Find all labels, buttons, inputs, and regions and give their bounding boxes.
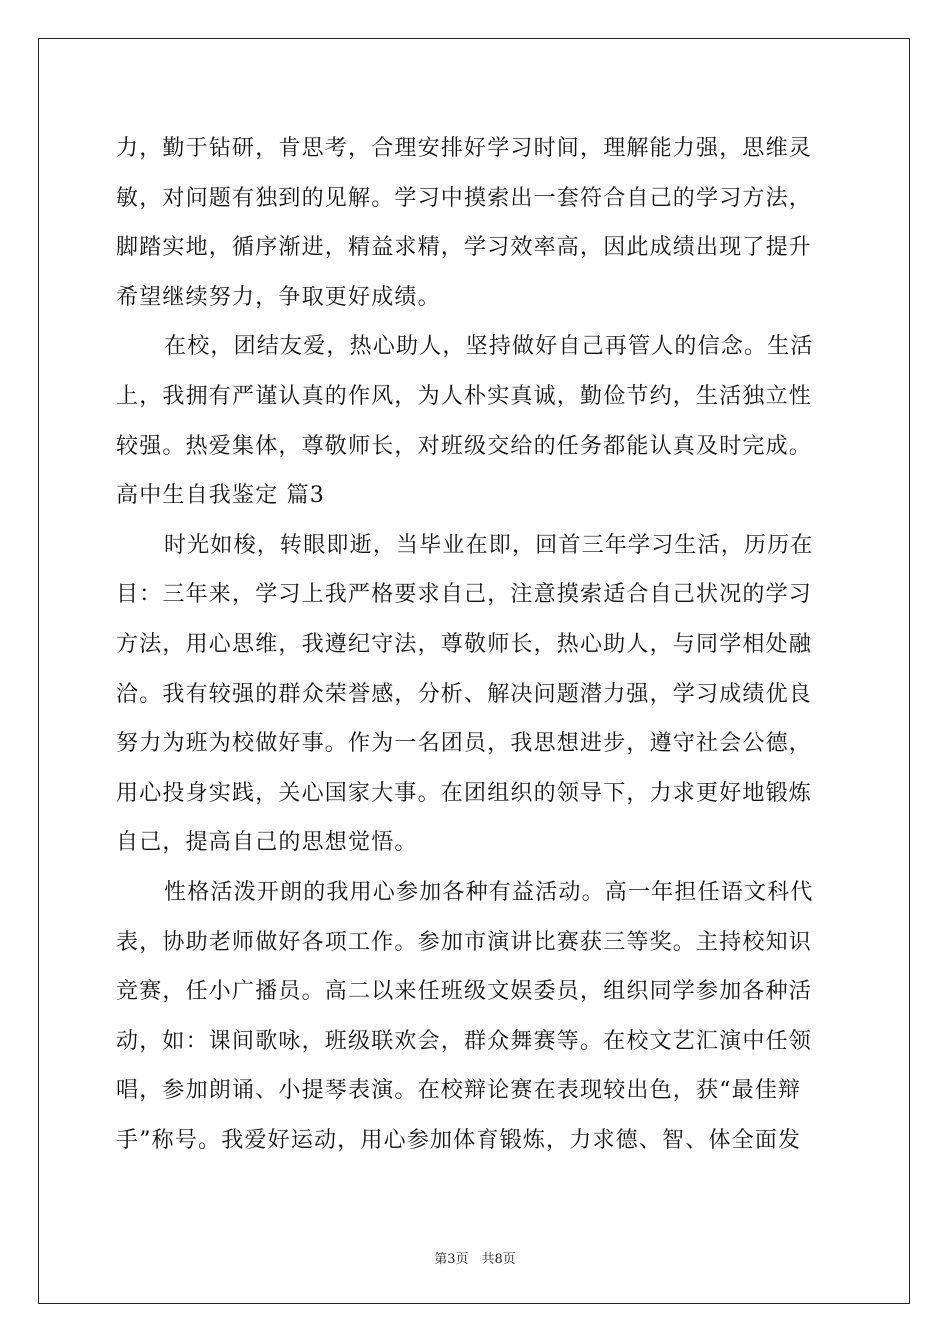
text-line: 在校，团结友爱，热心助人，坚持做好自己再管人的信念。生活 — [164, 334, 814, 360]
text-line: 脚踏实地，循序渐进，精益求精，学习效率高，因此成绩出现了提升 — [116, 235, 813, 261]
text-line: 努力为班为校做好事。作为一名团员，我思想进步，遵守社会公德， — [116, 731, 813, 757]
text-line: 用心投身实践，关心国家大事。在团组织的领导下，力求更好地锻炼 — [116, 780, 813, 806]
text-line: 表，协助老师做好各项工作。参加市演讲比赛获三等奖。主持校知识 — [116, 929, 813, 955]
text-line: 时光如梭，转眼即逝，当毕业在即，回首三年学习生活，历历在 — [164, 532, 814, 558]
text-line: 洽。我有较强的群众荣誉感，分析、解决问题潜力强，学习成绩优良 — [116, 681, 813, 707]
page-number: 第3页 共8页 — [434, 1252, 516, 1267]
text-line: 高中生自我鉴定 篇3 — [116, 483, 325, 509]
text-line: 唱，参加朗诵、小提琴表演。在校辩论赛在表现较出色，获“最佳辩 — [116, 1078, 802, 1104]
text-line: 竞赛，任小广播员。高二以来任班级文娱委员，组织同学参加各种活 — [116, 979, 813, 1005]
text-line: 上，我拥有严谨认真的作风，为人朴实真诚，勤俭节约，生活独立性 — [116, 383, 813, 409]
document-body — [116, 124, 836, 1165]
text-line: 目：三年来，学习上我严格要求自己，注意摸索适合自己状况的学习 — [116, 582, 813, 608]
text-line: 方法，用心思维，我遵纪守法，尊敬师长，热心助人，与同学相处融 — [116, 631, 813, 657]
text-line: 性格活泼开朗的我用心参加各种有益活动。高一年担任语文科代 — [164, 879, 814, 905]
text-line: 手”称号。我爱好运动，用心参加体育锻炼，力求德、智、体全面发 — [116, 1127, 802, 1153]
text-line: 动，如：课间歌咏，班级联欢会，群众舞赛等。在校文艺汇演中任领 — [116, 1028, 813, 1054]
text-line: 自己，提高自己的思想觉悟。 — [116, 830, 418, 856]
text-line: 力，勤于钻研，肯思考，合理安排好学习时间，理解能力强，思维灵 — [116, 136, 813, 161]
text-line: 希望继续努力，争取更好成绩。 — [116, 284, 441, 310]
text-line: 较强。热爱集体，尊敬师长，对班级交给的任务都能认真及时完成。 — [116, 433, 813, 459]
text-line: 敏，对问题有独到的见解。学习中摸索出一套符合自己的学习方法， — [116, 185, 813, 211]
